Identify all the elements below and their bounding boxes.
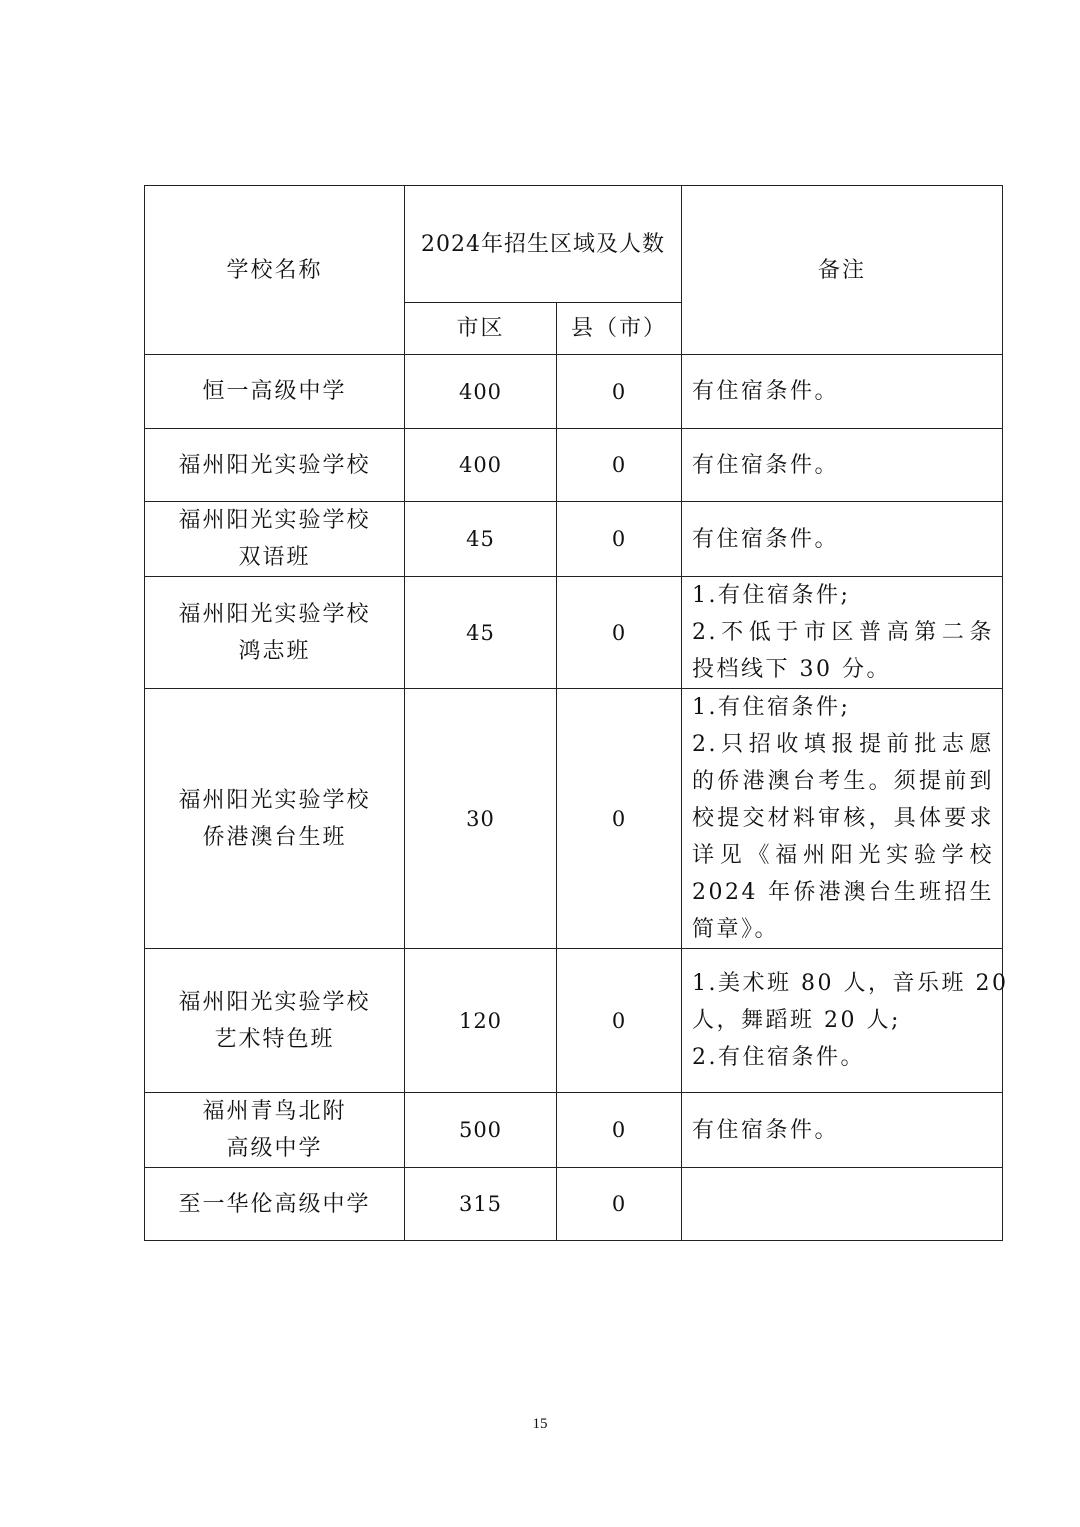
school-name-line: 福州阳光实验学校	[178, 601, 371, 627]
school-name-line: 福州阳光实验学校	[178, 508, 371, 533]
school-name-line: 侨港澳台生班	[202, 824, 347, 850]
remark-line: 有住宿条件。	[692, 526, 840, 552]
header-school-name: 学校名称	[145, 186, 405, 355]
school-name-line: 福州阳光实验学校	[178, 787, 371, 813]
county-count: 0	[557, 502, 682, 577]
table-row	[145, 1168, 1003, 1241]
table-row	[145, 577, 1003, 689]
table-row	[145, 355, 1003, 429]
city-count: 400	[405, 355, 557, 429]
city-count: 120	[405, 949, 557, 1093]
remark-cell	[682, 502, 1003, 577]
school-name-cell	[145, 1168, 405, 1241]
school-name-cell	[145, 689, 405, 949]
remark-line: 2.有住宿条件。	[692, 1045, 865, 1070]
remark-line: 1.美术班 80 人，音乐班 20	[692, 971, 1009, 996]
remark-line: 的侨港澳台考生。须提前到	[692, 769, 994, 794]
remark-line: 投档线下 30 分。	[692, 657, 891, 682]
table-row	[145, 1093, 1003, 1168]
header-remark: 备注	[682, 186, 1003, 355]
remark-line: 简章》。	[692, 917, 780, 942]
remark-cell	[682, 577, 1003, 689]
remark-line: 有住宿条件。	[692, 1117, 840, 1143]
remark-cell	[682, 949, 1009, 1093]
school-name-line: 福州阳光实验学校	[178, 989, 371, 1015]
table-row	[145, 429, 1003, 502]
remark-line: 1.有住宿条件;	[692, 695, 851, 720]
remark-line: 2024 年侨港澳台生班招生	[692, 880, 994, 905]
school-name-line: 高级中学	[226, 1136, 323, 1161]
county-count: 0	[557, 949, 682, 1093]
remark-line: 有住宿条件。	[692, 379, 840, 404]
page-number: 15	[532, 1416, 548, 1432]
school-name-cell	[145, 577, 405, 689]
school-name-line: 福州青鸟北附	[202, 1099, 347, 1124]
table-row	[145, 949, 1003, 1093]
school-name-line: 双语班	[238, 545, 311, 570]
table-row	[145, 689, 1003, 949]
school-name-line: 至一华伦高级中学	[178, 1191, 371, 1217]
header-county: 县（市）	[557, 303, 682, 355]
remark-cell	[682, 1093, 1003, 1168]
table-row	[145, 502, 1003, 577]
header-enroll-title: 2024年招生区域及人数	[405, 186, 682, 303]
school-name-line: 恒一高级中学	[202, 379, 347, 404]
school-name-cell	[145, 429, 405, 502]
school-name-cell	[145, 355, 405, 429]
remark-line: 2.不低于市区普高第二条	[692, 620, 994, 645]
enrollment-table	[144, 185, 1009, 1241]
school-name-cell	[145, 502, 405, 577]
county-count: 0	[557, 1168, 682, 1241]
county-count: 0	[557, 689, 682, 949]
remark-line: 详见《福州阳光实验学校	[692, 843, 994, 868]
remark-cell	[682, 1168, 1003, 1241]
remark-cell	[682, 429, 1003, 502]
county-count: 0	[557, 577, 682, 689]
city-count: 400	[405, 429, 557, 502]
city-count: 45	[405, 577, 557, 689]
remark-cell	[682, 355, 1003, 429]
city-count: 500	[405, 1093, 557, 1168]
city-count: 45	[405, 502, 557, 577]
remark-cell	[682, 689, 1003, 949]
school-name-cell	[145, 949, 405, 1093]
remark-line: 2.只招收填报提前批志愿	[692, 732, 994, 757]
school-name-cell	[145, 1093, 405, 1168]
county-count: 0	[557, 355, 682, 429]
remark-line: 人，舞蹈班 20 人;	[692, 1008, 901, 1033]
header-city: 市区	[405, 303, 557, 355]
remark-line: 校提交材料审核，具体要求	[692, 806, 994, 831]
remark-line: 有住宿条件。	[692, 452, 840, 478]
school-name-line: 福州阳光实验学校	[178, 452, 371, 478]
school-name-line: 艺术特色班	[214, 1026, 335, 1052]
remark-line: 1.有住宿条件;	[692, 583, 851, 608]
city-count: 30	[405, 689, 557, 949]
school-name-line: 鸿志班	[238, 638, 311, 664]
city-count: 315	[405, 1168, 557, 1241]
county-count: 0	[557, 1093, 682, 1168]
county-count: 0	[557, 429, 682, 502]
